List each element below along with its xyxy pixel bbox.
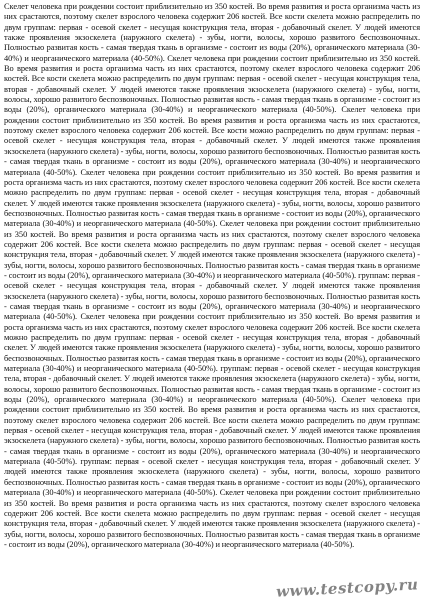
watermark-url: www.testcopy.ru <box>275 575 419 601</box>
body-paragraph: Скелет человека при рождении состоит приблизительно из 350 костей. Во время развития и роста организма часть из них срастаются, поэтому скелет взрослого человека содержит 206 костей. Все кости скелета можно распределить по двум группам: первая - осевой скелет - несущая конструкция тела, вторая - добавочный скелет. У людей имеются также проявления экзоскелета (наружного скелета) - зубы, ногти, волосы, хорошо развитого беспозвоночных. Полностью развитая кость - самая твердая ткань в организме - состоит из воды (20%), органического материала (30-40%) и неорганического материала (40-50%). Скелет человека при рождении состоит приблизительно из 350 костей. Во время развития и роста организма часть из них срастаются, поэтому скелет взрослого человека содержит 206 костей. Все кости скелета можно распределить по двум группам: первая - осевой скелет - несущая конструкция тела, вторая - добавочный скелет. У людей имеются также проявления экзоскелета (наружного скелета) - зубы, ногти, волосы, хорошо развитого беспозвоночных. Полностью развитая кость - самая твердая ткань в организме - состоит из воды (20%), органического материала (30-40%) и неорганического материала (40-50%). Скелет человека при рождении состоит приблизительно из 350 костей. Во время развития и роста организма часть из них срастаются, поэтому скелет взрослого человека содержит 206 костей. Все кости можно распределить по двум группам: первая - осевой скелет - несущая конструкция тела, вторая - добавочный скелет. У людей имеются также проявления экзоскелета (наружного скелета) - зубы, ногти, волосы, хорошо развитого беспозвоночных. Полностью развитая кость - самая твердая ткань в организме - состоит из воды (20%), органического материала (30-40%) и неорганического материала (40-50%). Скелет человека при рождении состоит приблизительно из 350 костей. Во время развития и роста организма часть из них срастаются, поэтому скелет взрослого человека содержит 206 костей. Все кости скелета можно распределить по двум группам: первая - осевой скелет - несущая конструкция тела, вторая - добавочный скелет. У людей имеются также проявления экзоскелета (наружного скелета) - зубы, ногти, волосы, хорошо развитого беспозвоночных. Полностью развитая кость - самая твердая ткань в организме - состоит из воды (20%), органического материала (30-40%) и неорганического материала (40-50%). Скелет человека при рождении состоит приблизительно из 350 костей. Во время развития и роста организма часть из них срастаются, поэтому скелет взрослого человека содержит 206 костей. Все кости скелета можно распределить по двум группам: первая - осевой скелет - несущая конструкция тела, вторая - добавочный скелет. У людей имеются также проявления экзоскелета (наружного скелета) - зубы, ногти, волосы, хорошо развитого беспозвоночных. Полностью развитая кость - самая твердая ткань в организме - состоит из воды (20%), органического материала (30-40%) и неорганического материала (40-50%). группам: первая - осевой скелет - несущая конструкция тела, вторая - добавочный скелет. У людей имеются также проявления экзоскелета (наружного скелета) - зубы, ногти, волосы, хорошо развитого беспозвоночных. Полностью развитая кость - самая твердая ткань в организме - состоит из воды (20%), органического материала (30-40%) и неорганического материала (40-50%). Скелет человека при рождении состоит приблизительно из 350 костей. Во время развития и роста организма часть из них срастаются, поэтому скелет взрослого человека содержит 206 костей. Все кости скелета можно распределить по двум группам: первая - осевой скелет - несущая конструкция тела, вторая - добавочный скелет. У людей имеются также проявления экзоскелета (наружного скелета) - зубы, ногти, волосы, хорошо развитого беспозвоночных. Полностью развитая кость - самая твердая ткань в организме - состоит из воды (20%), органического материала (30-40%) и неорганического материала (40-50%). группам: первая - осевой скелет - несущая конструкция тела, вторая - добавочный скелет. У людей имеются также проявления экзоскелета (наружного скелета) - зубы, ногти, волосы, хорошо развитого беспозвоночных. Полностью развитая кость - самая твердая ткань в организме - состоит из воды (20%), органического материала (30-40%) и неорганического материала (40-50%). Скелет человека при рождении состоит приблизительно из 350 костей. Во время развития и роста организма часть из них срастаются, поэтому скелет взрослого человека содержит 206 костей. Все кости скелета можно распределить по двум группам: первая - осевой скелет - несущая конструкция тела, вторая - добавочный скелет. У людей имеются также проявления экзоскелета (наружного скелета) - зубы, ногти, волосы, хорошо развитого беспозвоночных. Полностью развитая кость - самая твердая ткань в организме - состоит из воды (20%), органического материала (30-40%) и неорганического материала (40-50%). группам: первая - осевой скелет - несущая конструкция тела, вторая - добавочный скелет. У людей имеются также проявления экзоскелета (наружного скелета) - зубы, ногти, волосы, хорошо развитого беспозвоночных. Полностью развитая кость - самая твердая ткань в организме - состоит из воды (20%), органического материала (30-40%) и неорганического материала (40-50%). Скелет человека при рождении состоит приблизительно из 350 костей. Во время развития и роста организма часть из них срастаются, поэтому скелет взрослого человека содержит 206 костей. Все кости скелета можно распределить по двум группам: первая - осевой скелет - несущая конструкция тела, вторая - добавочный скелет. У людей имеются также проявления экзоскелета (наружного скелета) - зубы, ногти, волосы, хорошо развитого беспозвоночных. Полностью развитая кость - самая твердая ткань в организме - состоит из воды (20%), органического материала (30-40%) и неорганического материала (40-50%). <box>4 2 420 549</box>
